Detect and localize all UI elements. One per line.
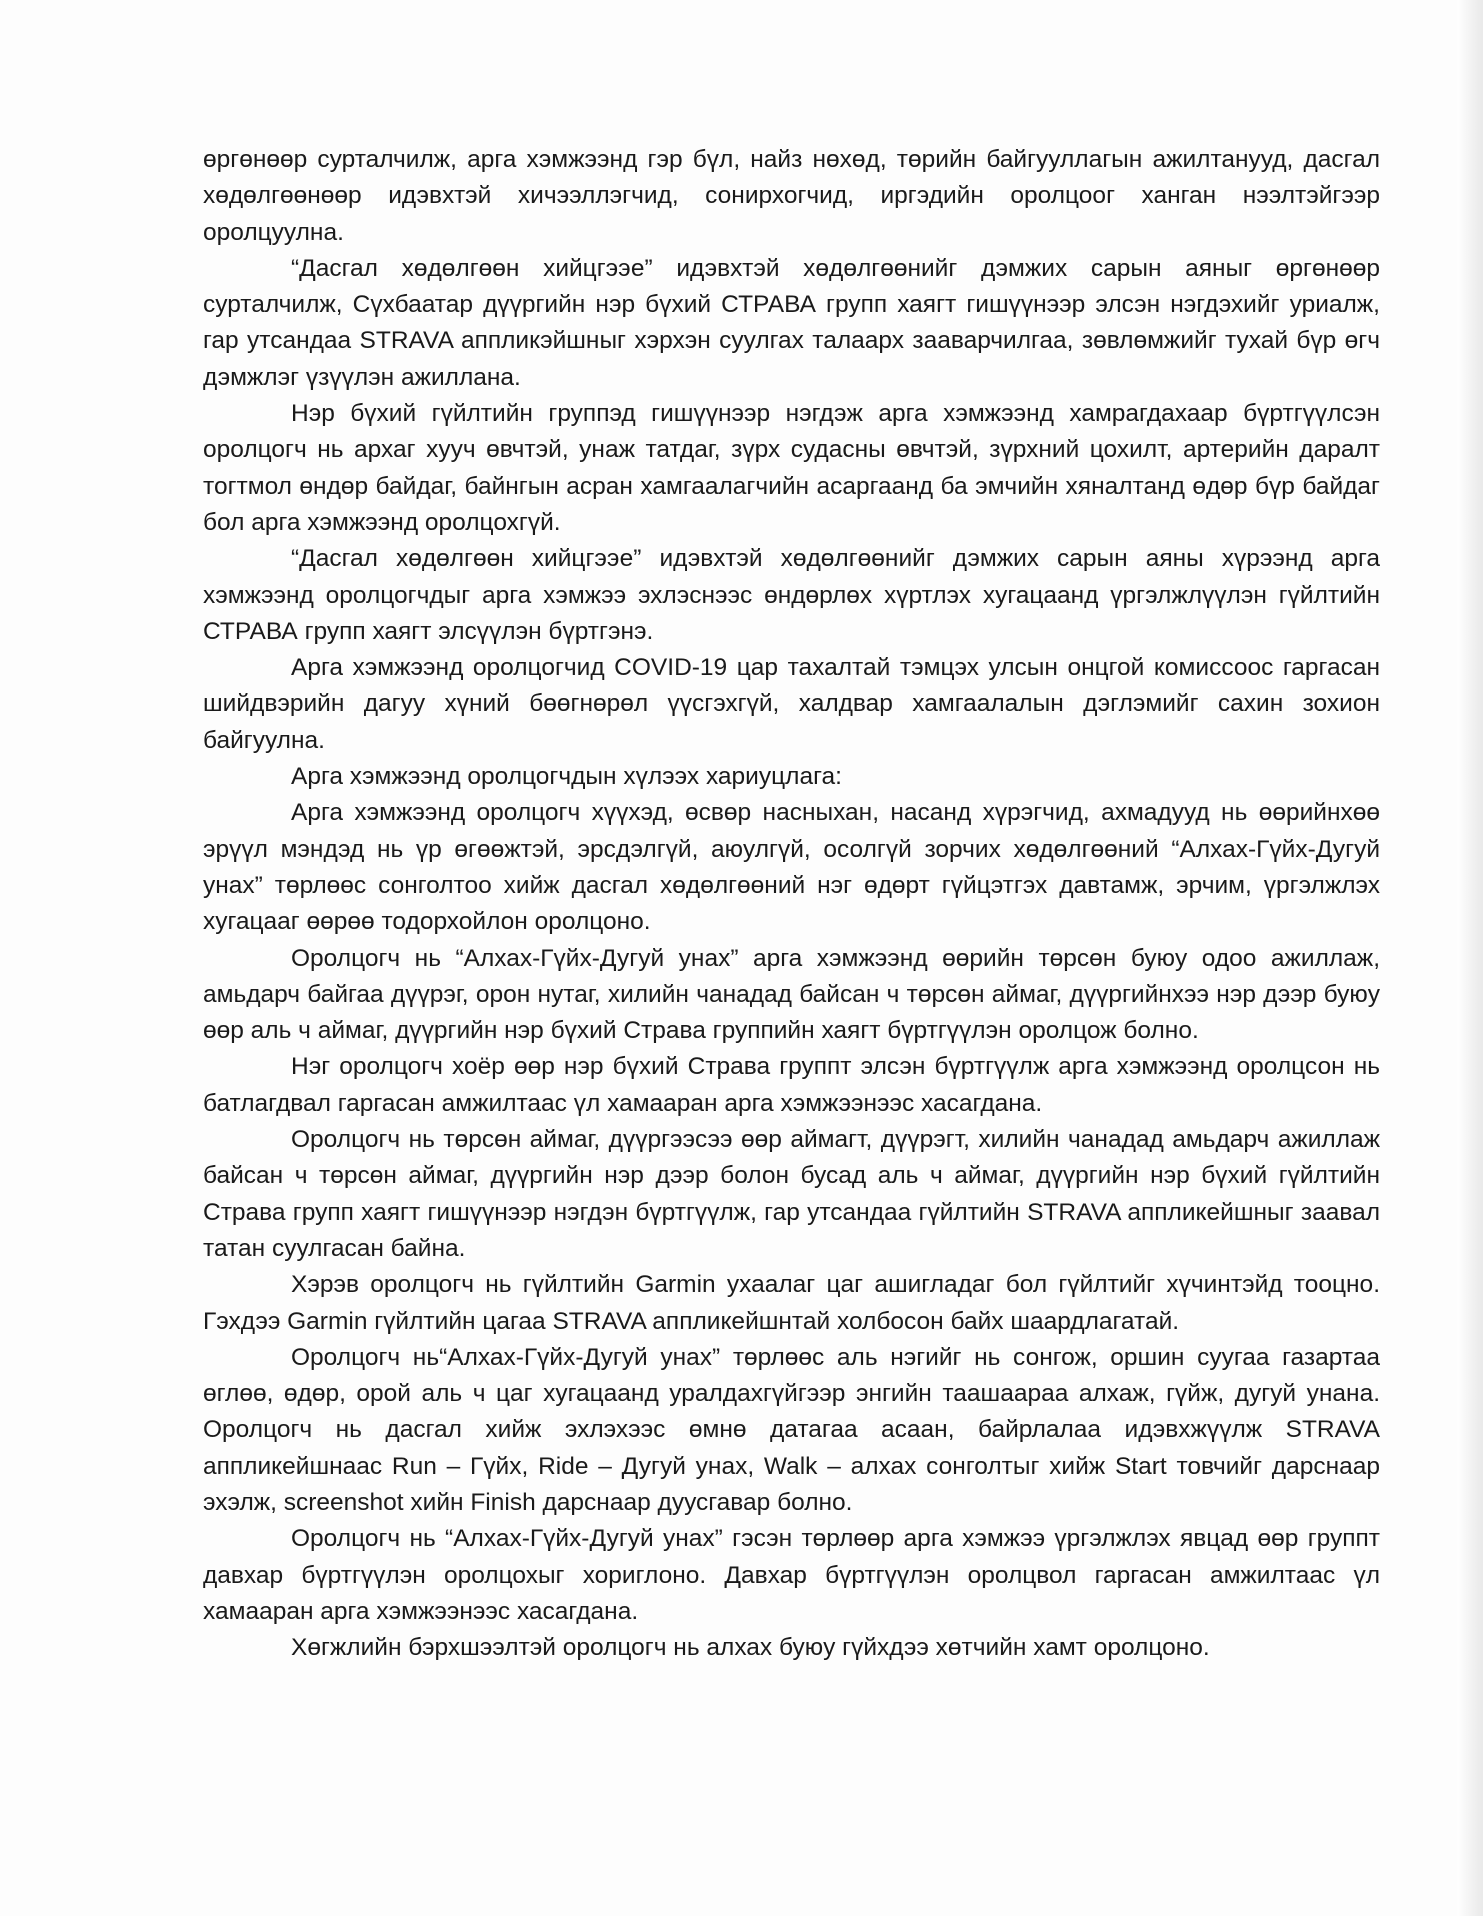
paragraph-10: Оролцогч нь төрсөн аймаг, дүүргээсээ өөр аймагт, дүүрэгт, хилийн чанадад амьдарч ажиллаж байсан ч төрсөн аймаг, дүүргийн нэр дээр болон бусад аль ч аймаг, дүүргийн нэр бүхий гүйлтийн Страва групп хаягт гишүүнээр нэгдэн бүртгүүлж, гар утсандаа гүйлтийн STRAVA аппликейшныг заавал татан суулгасан байна. [203, 1126, 1380, 1262]
paragraph-14: Хөгжлийн бэрхшээлтэй оролцогч нь алхах буюу гүйхдээ хөтчийн хамт оролцоно. [291, 1634, 1210, 1662]
paragraph-1: өргөнөөр сурталчилж, арга хэмжээнд гэр бүл, найз нөхөд, төрийн байгууллагын ажилтанууд, дасгал хөдөлгөөнөөр идэвхтэй хичээллэгчид, сонирхогчид, иргэдийн оролцоог ханган нээлтэйгээр оролцуулна. [203, 146, 1380, 246]
paragraph-3: Нэр бүхий гүйлтийн группэд гишүүнээр нэгдэж арга хэмжээнд хамрагдахаар бүртгүүлсэн оролцогч нь архаг хууч өвчтэй, унаж татдаг, зүрх судасны өвчтэй, зүрхний цохилт, артерийн даралт тогтмол өндөр байдаг, байнгын асран хамгаалагчийн асаргаанд ба эмчийн хяналтанд өдөр бүр байдаг бол арга хэмжээнд оролцохгүй. [203, 400, 1380, 536]
document-body [203, 142, 1380, 1666]
paragraph-2: “Дасгал хөдөлгөөн хийцгээе” идэвхтэй хөдөлгөөнийг дэмжих сарын аяныг өргөнөөр сурталчилж, Сүхбаатар дүүргийн нэр бүхий СТРАВА групп хаягт гишүүнээр элсэн нэгдэхийг уриалж, гар утсандаа STRAVA аппликэйшныг хэрхэн суулгах талаарх зааварчилгаа, зөвлөмжийг тухай бүр өгч дэмжлэг үзүүлэн ажиллана. [203, 254, 1380, 391]
scan-page-edge [1457, 0, 1483, 1916]
paragraph-11: Хэрэв оролцогч нь гүйлтийн Garmin ухаалаг цаг ашигладаг бол гүйлтийг хүчинтэйд тооцно. Гэхдээ Garmin гүйлтийн цагаа STRAVA аппликейшнтай холбосон байх шаардлагатай. [203, 1271, 1380, 1335]
section-heading-responsibilities: Арга хэмжээнд оролцогчдын хүлээх хариуцлага: [291, 763, 842, 791]
paragraph-13: Оролцогч нь “Алхах-Гүйх-Дугуй унах” гэсэн төрлөөр арга хэмжээ үргэлжлэх явцад өөр группт давхар бүртгүүлэн оролцохыг хориглоно. Давхар бүртгүүлэн оролцвол гаргасан амжилтаас үл хамааран арга хэмжээнээс хасагдана. [203, 1525, 1380, 1625]
paragraph-8: Оролцогч нь “Алхах-Гүйх-Дугуй унах” арга хэмжээнд өөрийн төрсөн буюу одоо ажиллаж, амьдарч байгаа дүүрэг, орон нутаг, хилийн чанадад байсан ч төрсөн аймаг, дүүргийнхээ нэр дээр буюу өөр аль ч аймаг, дүүргийн нэр бүхий Страва группийн хаягт бүртгүүлэн оролцож болно. [203, 944, 1380, 1045]
paragraph-12: Оролцогч нь“Алхах-Гүйх-Дугуй унах” төрлөөс аль нэгийг нь сонгож, оршин суугаа газартаа өглөө, өдөр, орой аль ч цаг хугацаанд уралдахгүйгээр энгийн таашаараа алхаж, гүйж, дугуй унана. Оролцогч нь дасгал хийж эхлэхээс өмнө датагаа асаан, байрлалаа идэвхжүүлж STRAVA аппликейшнаас Run – Гүйх, Ride – Дугуй унах, Walk – алхах сонголтыг хийж Start товчийг дарснаар эхэлж, screenshot хийн Finish дарснаар дуусгавар болно. [203, 1343, 1380, 1516]
paragraph-9: Нэг оролцогч хоёр өөр нэр бүхий Страва группт элсэн бүртгүүлж арга хэмжээнд оролцсон нь батлагдвал гаргасан амжилтаас үл хамааран арга хэмжээнээс хасагдана. [203, 1053, 1380, 1117]
paragraph-4: “Дасгал хөдөлгөөн хийцгээе” идэвхтэй хөдөлгөөнийг дэмжих сарын аяны хүрээнд арга хэмжээнд оролцогчдыг арга хэмжээ эхлэснээс өндөрлөх хүртлэх хугацаанд үргэлжлүүлэн гүйлтийн СТРАВА групп хаягт элсүүлэн бүртгэнэ. [203, 545, 1380, 645]
paragraph-7: Арга хэмжээнд оролцогч хүүхэд, өсвөр насныхан, насанд хүрэгчид, ахмадууд нь өөрийнхөө эрүүл мэндэд нь үр өгөөжтэй, эрсдэлгүй, аюулгүй, осолгүй зорчих хөдөлгөөний “Алхах-Гүйх-Дугуй унах” төрлөөс сонголтоо хийж дасгал хөдөлгөөний нэг өдөрт гүйцэтгэх давтамж, эрчим, үргэлжлэх хугацааг өөрөө тодорхойлон оролцоно. [203, 799, 1380, 936]
paragraph-5: Арга хэмжээнд оролцогчид COVID-19 цар тахалтай тэмцэх улсын онцгой комиссоос гаргасан шийдвэрийн дагуу хүний бөөгнөрөл үүсгэхгүй, халдвар хамгаалалын дэглэмийг сахин зохион байгуулна. [203, 654, 1380, 754]
